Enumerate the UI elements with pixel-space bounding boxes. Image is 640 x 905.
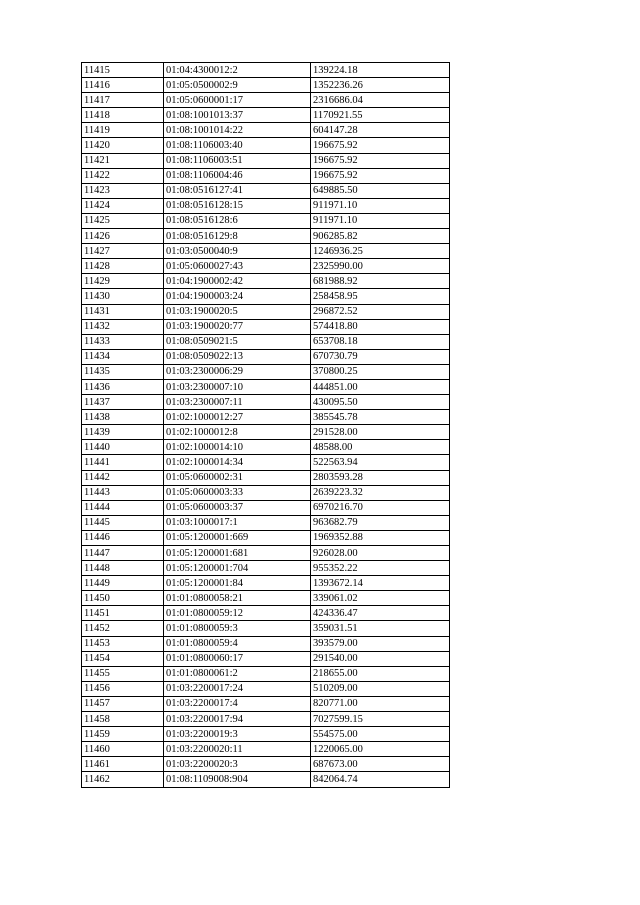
- amount-cell: 963682.79: [311, 515, 450, 530]
- cadastral-number-cell: 01:05:0500002:9: [164, 78, 311, 93]
- cadastral-number-cell: 01:05:1200001:84: [164, 576, 311, 591]
- records-table-body: [82, 63, 450, 788]
- cadastral-number-cell: 01:02:1000012:8: [164, 425, 311, 440]
- record-id-cell: 11456: [82, 681, 164, 696]
- amount-cell: 653708.18: [311, 334, 450, 349]
- amount-cell: 2803593.28: [311, 470, 450, 485]
- amount-cell: 522563.94: [311, 455, 450, 470]
- table-row: [82, 772, 450, 787]
- record-id-cell: 11448: [82, 561, 164, 576]
- record-id-cell: 11439: [82, 425, 164, 440]
- amount-cell: 820771.00: [311, 696, 450, 711]
- cadastral-number-cell: 01:03:2200020:11: [164, 742, 311, 757]
- table-row: [82, 78, 450, 93]
- amount-cell: 291528.00: [311, 425, 450, 440]
- cadastral-number-cell: 01:08:1106003:51: [164, 153, 311, 168]
- records-table: [81, 62, 450, 788]
- record-id-cell: 11446: [82, 530, 164, 545]
- amount-cell: 359031.51: [311, 621, 450, 636]
- record-id-cell: 11457: [82, 696, 164, 711]
- cadastral-number-cell: 01:08:1001013:37: [164, 108, 311, 123]
- amount-cell: 1246936.25: [311, 244, 450, 259]
- amount-cell: 2316686.04: [311, 93, 450, 108]
- table-row: [82, 727, 450, 742]
- record-id-cell: 11449: [82, 576, 164, 591]
- cadastral-number-cell: 01:03:2300006:29: [164, 364, 311, 379]
- record-id-cell: 11434: [82, 349, 164, 364]
- table-row: [82, 379, 450, 394]
- cadastral-number-cell: 01:08:1001014:22: [164, 123, 311, 138]
- record-id-cell: 11435: [82, 364, 164, 379]
- table-row: [82, 530, 450, 545]
- cadastral-number-cell: 01:05:1200001:669: [164, 530, 311, 545]
- table-row: [82, 93, 450, 108]
- cadastral-number-cell: 01:03:2200017:24: [164, 681, 311, 696]
- amount-cell: 424336.47: [311, 606, 450, 621]
- table-row: [82, 364, 450, 379]
- amount-cell: 2639223.32: [311, 485, 450, 500]
- cadastral-number-cell: 01:03:2300007:11: [164, 395, 311, 410]
- table-row: [82, 651, 450, 666]
- table-row: [82, 63, 450, 78]
- amount-cell: 218655.00: [311, 666, 450, 681]
- amount-cell: 911971.10: [311, 198, 450, 213]
- table-row: [82, 395, 450, 410]
- cadastral-number-cell: 01:02:1000012:27: [164, 410, 311, 425]
- amount-cell: 7027599.15: [311, 712, 450, 727]
- cadastral-number-cell: 01:01:0800059:12: [164, 606, 311, 621]
- cadastral-number-cell: 01:03:1000017:1: [164, 515, 311, 530]
- table-row: [82, 666, 450, 681]
- amount-cell: 385545.78: [311, 410, 450, 425]
- table-row: [82, 259, 450, 274]
- cadastral-number-cell: 01:08:0516127:41: [164, 183, 311, 198]
- amount-cell: 6970216.70: [311, 500, 450, 515]
- table-row: [82, 123, 450, 138]
- cadastral-number-cell: 01:05:0600002:31: [164, 470, 311, 485]
- table-row: [82, 561, 450, 576]
- table-row: [82, 183, 450, 198]
- cadastral-number-cell: 01:05:0600027:43: [164, 259, 311, 274]
- amount-cell: 1170921.55: [311, 108, 450, 123]
- record-id-cell: 11420: [82, 138, 164, 153]
- cadastral-number-cell: 01:04:1900002:42: [164, 274, 311, 289]
- amount-cell: 906285.82: [311, 229, 450, 244]
- table-row: [82, 349, 450, 364]
- record-id-cell: 11447: [82, 546, 164, 561]
- cadastral-number-cell: 01:01:0800059:4: [164, 636, 311, 651]
- record-id-cell: 11416: [82, 78, 164, 93]
- table-row: [82, 591, 450, 606]
- amount-cell: 687673.00: [311, 757, 450, 772]
- record-id-cell: 11453: [82, 636, 164, 651]
- amount-cell: 196675.92: [311, 138, 450, 153]
- table-row: [82, 500, 450, 515]
- record-id-cell: 11443: [82, 485, 164, 500]
- cadastral-number-cell: 01:05:1200001:704: [164, 561, 311, 576]
- amount-cell: 139224.18: [311, 63, 450, 78]
- amount-cell: 926028.00: [311, 546, 450, 561]
- cadastral-number-cell: 01:08:1106004:46: [164, 168, 311, 183]
- record-id-cell: 11427: [82, 244, 164, 259]
- amount-cell: 604147.28: [311, 123, 450, 138]
- record-id-cell: 11429: [82, 274, 164, 289]
- cadastral-number-cell: 01:01:0800060:17: [164, 651, 311, 666]
- amount-cell: 339061.02: [311, 591, 450, 606]
- record-id-cell: 11433: [82, 334, 164, 349]
- amount-cell: 842064.74: [311, 772, 450, 787]
- amount-cell: 1969352.88: [311, 530, 450, 545]
- table-row: [82, 440, 450, 455]
- cadastral-number-cell: 01:08:1109008:904: [164, 772, 311, 787]
- record-id-cell: 11455: [82, 666, 164, 681]
- cadastral-number-cell: 01:05:1200001:681: [164, 546, 311, 561]
- table-row: [82, 546, 450, 561]
- record-id-cell: 11451: [82, 606, 164, 621]
- record-id-cell: 11431: [82, 304, 164, 319]
- cadastral-number-cell: 01:05:0600003:37: [164, 500, 311, 515]
- amount-cell: 554575.00: [311, 727, 450, 742]
- table-row: [82, 621, 450, 636]
- record-id-cell: 11426: [82, 229, 164, 244]
- amount-cell: 196675.92: [311, 153, 450, 168]
- amount-cell: 444851.00: [311, 379, 450, 394]
- cadastral-number-cell: 01:01:0800058:21: [164, 591, 311, 606]
- table-row: [82, 606, 450, 621]
- record-id-cell: 11436: [82, 379, 164, 394]
- table-row: [82, 198, 450, 213]
- table-row: [82, 334, 450, 349]
- amount-cell: 1352236.26: [311, 78, 450, 93]
- table-row: [82, 108, 450, 123]
- amount-cell: 296872.52: [311, 304, 450, 319]
- table-row: [82, 138, 450, 153]
- cadastral-number-cell: 01:03:2300007:10: [164, 379, 311, 394]
- record-id-cell: 11438: [82, 410, 164, 425]
- amount-cell: 430095.50: [311, 395, 450, 410]
- record-id-cell: 11423: [82, 183, 164, 198]
- record-id-cell: 11445: [82, 515, 164, 530]
- cadastral-number-cell: 01:08:0509022:13: [164, 349, 311, 364]
- table-row: [82, 515, 450, 530]
- cadastral-number-cell: 01:05:0600001:17: [164, 93, 311, 108]
- table-row: [82, 425, 450, 440]
- table-row: [82, 410, 450, 425]
- table-row: [82, 742, 450, 757]
- amount-cell: 196675.92: [311, 168, 450, 183]
- amount-cell: 2325990.00: [311, 259, 450, 274]
- cadastral-number-cell: 01:01:0800061:2: [164, 666, 311, 681]
- amount-cell: 291540.00: [311, 651, 450, 666]
- amount-cell: 574418.80: [311, 319, 450, 334]
- table-row: [82, 213, 450, 228]
- record-id-cell: 11417: [82, 93, 164, 108]
- amount-cell: 911971.10: [311, 213, 450, 228]
- cadastral-number-cell: 01:01:0800059:3: [164, 621, 311, 636]
- table-row: [82, 712, 450, 727]
- amount-cell: 1220065.00: [311, 742, 450, 757]
- table-row: [82, 304, 450, 319]
- cadastral-number-cell: 01:08:0516129:8: [164, 229, 311, 244]
- amount-cell: 1393672.14: [311, 576, 450, 591]
- cadastral-number-cell: 01:03:2200017:94: [164, 712, 311, 727]
- record-id-cell: 11430: [82, 289, 164, 304]
- table-row: [82, 168, 450, 183]
- table-row: [82, 470, 450, 485]
- record-id-cell: 11419: [82, 123, 164, 138]
- table-row: [82, 636, 450, 651]
- cadastral-number-cell: 01:04:4300012:2: [164, 63, 311, 78]
- record-id-cell: 11437: [82, 395, 164, 410]
- amount-cell: 370800.25: [311, 364, 450, 379]
- amount-cell: 258458.95: [311, 289, 450, 304]
- record-id-cell: 11421: [82, 153, 164, 168]
- record-id-cell: 11460: [82, 742, 164, 757]
- record-id-cell: 11442: [82, 470, 164, 485]
- amount-cell: 510209.00: [311, 681, 450, 696]
- record-id-cell: 11461: [82, 757, 164, 772]
- table-row: [82, 319, 450, 334]
- amount-cell: 955352.22: [311, 561, 450, 576]
- cadastral-number-cell: 01:02:1000014:10: [164, 440, 311, 455]
- table-row: [82, 757, 450, 772]
- table-row: [82, 455, 450, 470]
- table-row: [82, 681, 450, 696]
- record-id-cell: 11415: [82, 63, 164, 78]
- cadastral-number-cell: 01:08:0516128:15: [164, 198, 311, 213]
- amount-cell: 670730.79: [311, 349, 450, 364]
- record-id-cell: 11422: [82, 168, 164, 183]
- record-id-cell: 11432: [82, 319, 164, 334]
- table-row: [82, 229, 450, 244]
- record-id-cell: 11424: [82, 198, 164, 213]
- amount-cell: 48588.00: [311, 440, 450, 455]
- record-id-cell: 11458: [82, 712, 164, 727]
- table-row: [82, 244, 450, 259]
- cadastral-number-cell: 01:08:0516128:6: [164, 213, 311, 228]
- record-id-cell: 11454: [82, 651, 164, 666]
- table-row: [82, 485, 450, 500]
- record-id-cell: 11452: [82, 621, 164, 636]
- cadastral-number-cell: 01:03:2200020:3: [164, 757, 311, 772]
- cadastral-number-cell: 01:03:2200017:4: [164, 696, 311, 711]
- table-row: [82, 289, 450, 304]
- cadastral-number-cell: 01:03:2200019:3: [164, 727, 311, 742]
- cadastral-number-cell: 01:05:0600003:33: [164, 485, 311, 500]
- amount-cell: 393579.00: [311, 636, 450, 651]
- table-row: [82, 274, 450, 289]
- table-row: [82, 696, 450, 711]
- record-id-cell: 11450: [82, 591, 164, 606]
- amount-cell: 649885.50: [311, 183, 450, 198]
- cadastral-number-cell: 01:03:1900020:77: [164, 319, 311, 334]
- table-row: [82, 153, 450, 168]
- cadastral-number-cell: 01:03:1900020:5: [164, 304, 311, 319]
- record-id-cell: 11425: [82, 213, 164, 228]
- cadastral-number-cell: 01:08:1106003:40: [164, 138, 311, 153]
- record-id-cell: 11440: [82, 440, 164, 455]
- cadastral-number-cell: 01:04:1900003:24: [164, 289, 311, 304]
- record-id-cell: 11459: [82, 727, 164, 742]
- record-id-cell: 11418: [82, 108, 164, 123]
- cadastral-number-cell: 01:08:0509021:5: [164, 334, 311, 349]
- record-id-cell: 11462: [82, 772, 164, 787]
- amount-cell: 681988.92: [311, 274, 450, 289]
- record-id-cell: 11444: [82, 500, 164, 515]
- cadastral-number-cell: 01:03:0500040:9: [164, 244, 311, 259]
- cadastral-number-cell: 01:02:1000014:34: [164, 455, 311, 470]
- table-row: [82, 576, 450, 591]
- record-id-cell: 11441: [82, 455, 164, 470]
- record-id-cell: 11428: [82, 259, 164, 274]
